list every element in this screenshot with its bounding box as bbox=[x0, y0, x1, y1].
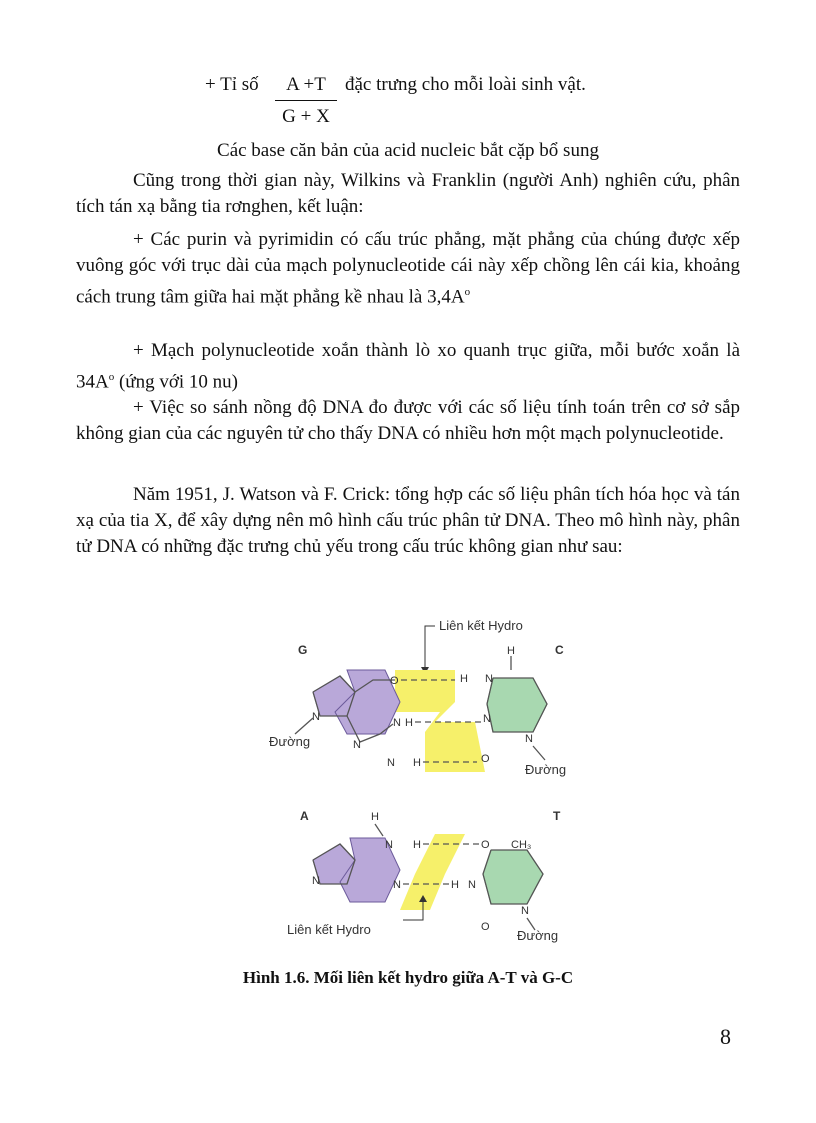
figure-caption: Hình 1.6. Mối liên kết hydro giữa A-T và G-C bbox=[242, 968, 574, 987]
g-sugar-label: Đường bbox=[269, 734, 311, 749]
g-atom-n3: N bbox=[387, 757, 395, 769]
hydrogen-bond-figure bbox=[255, 612, 585, 952]
a-atom-n3: N bbox=[312, 875, 320, 887]
c-sugar-label: Đường bbox=[525, 762, 567, 777]
t-atom-n2: N bbox=[521, 905, 529, 917]
a-atom-h1: H bbox=[371, 811, 379, 823]
c-sugar-bond bbox=[533, 746, 545, 760]
c-atom-h: H bbox=[507, 645, 515, 657]
paragraph-3-sup: o bbox=[108, 371, 115, 383]
t-atom-ch3: CH₃ bbox=[511, 839, 532, 851]
page-number: 8 bbox=[720, 1024, 731, 1049]
label-g: G bbox=[298, 643, 308, 657]
g-atom-h1: H bbox=[405, 717, 413, 729]
paragraph-2-text: + Các purin và pyrimidin có cấu trúc phẳng, mặt phẳng của chúng được xếp vuông góc với trục dài của mạch polynucleotide cái này xếp chồng lên cái kia, khoảng cách trung tâm giữa hai mặt phẳng kề nhau là 3,4A bbox=[76, 229, 740, 308]
ratio-prefix: + Tỉ số bbox=[205, 74, 259, 95]
c-atom-o: O bbox=[481, 753, 490, 765]
a-nh-bond bbox=[375, 824, 383, 836]
g-sugar-bond bbox=[295, 718, 313, 734]
at-pair bbox=[287, 809, 561, 943]
c-atom-n1: N bbox=[485, 673, 493, 685]
paragraph-3-text-b: (ứng với 10 nu) bbox=[114, 371, 239, 393]
paragraph-1: Cũng trong thời gian này, Wilkins và Franklin (người Anh) nghiên cứu, phân tích tán xạ bằng tia rơnghen, kết luận: bbox=[76, 170, 740, 217]
a-atom-n2: N bbox=[393, 879, 401, 891]
paragraph-3-text-a: + Mạch polynucleotide xoắn thành lò xo quanh trục giữa, mỗi bước xoắn là 34A bbox=[76, 340, 740, 393]
t-sugar-label: Đường bbox=[517, 928, 559, 943]
c-atom-h2: H bbox=[460, 673, 468, 685]
g-atom-n2: N bbox=[353, 739, 361, 751]
section-subtitle: Các base căn bản của acid nucleic bắt cặp bổ sung bbox=[217, 140, 599, 161]
g-atom-o: O bbox=[390, 675, 399, 687]
g-atom-n4: N bbox=[312, 711, 320, 723]
label-c: C bbox=[555, 643, 564, 657]
g-atom-h2: H bbox=[413, 757, 421, 769]
label-t: T bbox=[553, 809, 561, 823]
t-atom-o2: O bbox=[481, 921, 490, 933]
a-atom-h2: H bbox=[413, 839, 421, 851]
paragraph-5: Năm 1951, J. Watson và F. Crick: tổng hợp các số liệu phân tích hóa học và tán xạ của tia X, để xây dựng nên mô hình cấu trúc phân tử DNA. Theo mô hình này, phân tử DNA có những đặc trưng chủ yếu trong cấu trúc không gian như sau: bbox=[76, 484, 740, 557]
ratio-denominator: G + X bbox=[282, 106, 330, 127]
ratio-line bbox=[205, 72, 586, 127]
c-atom-n2: N bbox=[483, 713, 491, 725]
t-atom-h: H bbox=[451, 879, 459, 891]
t-atom-n1: N bbox=[468, 879, 476, 891]
paragraph-2-sup: o bbox=[464, 286, 471, 298]
hbond-top-leader bbox=[425, 626, 435, 670]
paragraph-2 bbox=[76, 227, 740, 310]
at-hbond-region bbox=[400, 834, 465, 910]
ratio-fraction bbox=[275, 72, 337, 130]
hbond-label-top: Liên kết Hydro bbox=[439, 618, 523, 633]
t-atom-o1: O bbox=[481, 839, 490, 851]
paragraph-3 bbox=[76, 338, 740, 395]
t-ring bbox=[483, 850, 543, 904]
ratio-suffix: đặc trưng cho mỗi loài sinh vật. bbox=[345, 74, 586, 95]
g-atom-n1: N bbox=[393, 717, 401, 729]
c-atom-n3: N bbox=[525, 733, 533, 745]
hbond-label-bottom: Liên kết Hydro bbox=[287, 922, 371, 937]
ratio-numerator: A +T bbox=[275, 72, 337, 101]
gc-pair bbox=[269, 618, 566, 777]
a-atom-n1: N bbox=[385, 839, 393, 851]
paragraph-4: + Việc so sánh nồng độ DNA đo được với các số liệu tính toán trên cơ sở sắp không gian của các nguyên tử cho thấy DNA có nhiều hơn một mạch polynucleotide. bbox=[76, 397, 740, 444]
label-a: A bbox=[300, 809, 309, 823]
